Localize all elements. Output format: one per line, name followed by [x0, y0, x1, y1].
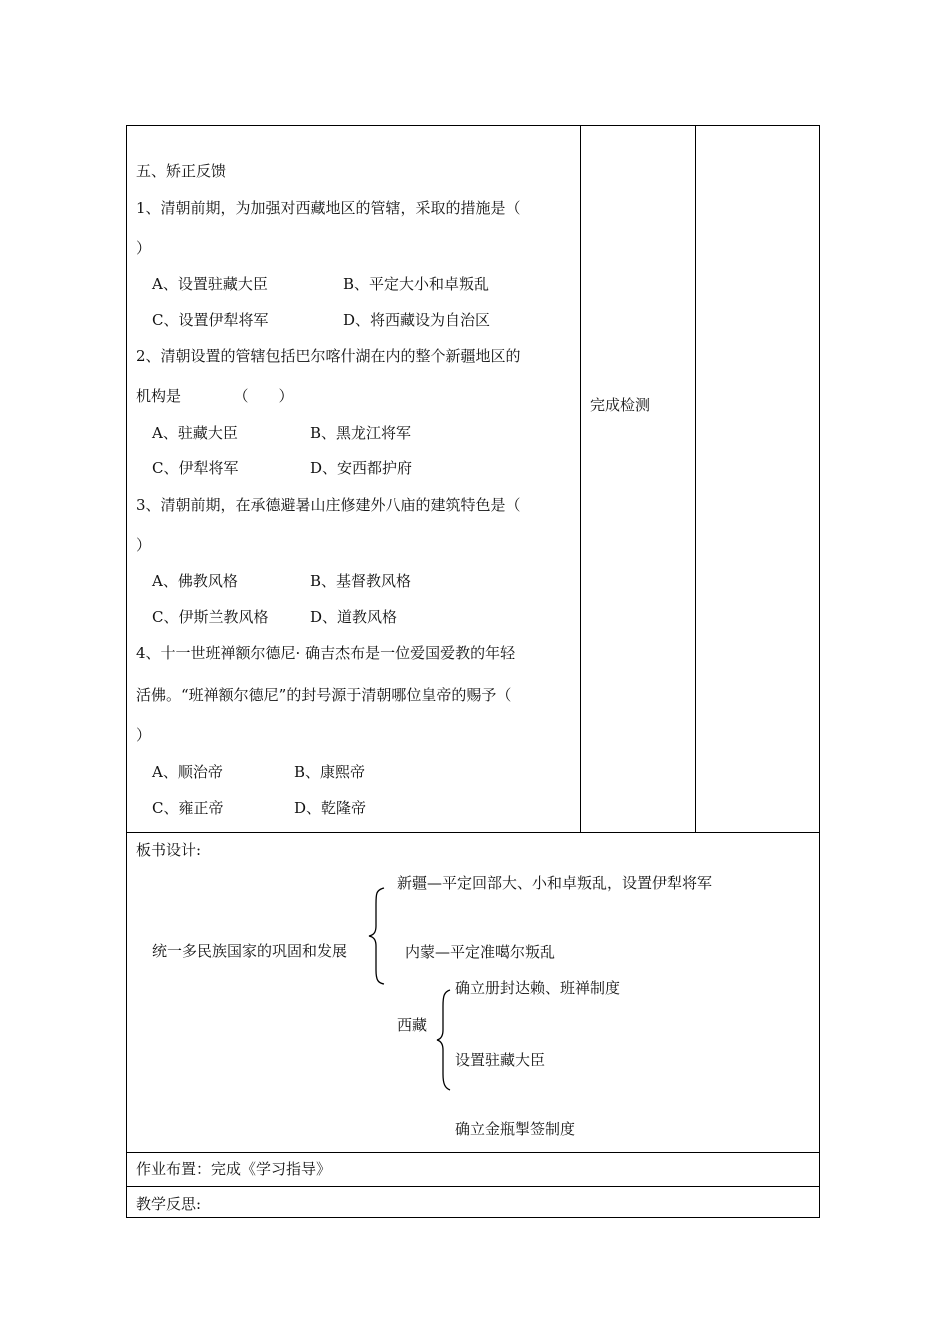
question-4-stem-cont: 活佛。“班禅额尔德尼”的封号源于清朝哪位皇帝的赐予（	[136, 686, 512, 704]
question-4-option-b: B、康熙帝	[294, 763, 366, 781]
question-4-stem-cont-2: ）	[136, 726, 152, 744]
board-xizang-item-1: 确立册封达赖、班禅制度	[455, 979, 621, 997]
column-divider-1	[580, 125, 581, 833]
table-border-top	[126, 125, 820, 126]
question-1-option-a: A、设置驻藏大臣	[152, 275, 268, 293]
board-label: 板书设计:	[136, 841, 202, 859]
question-4-stem: 4、十一世班禅额尔德尼· 确吉杰布是一位爱国爱教的年轻	[136, 644, 516, 662]
table-border-right	[819, 125, 820, 1218]
board-xinjiang: 新疆—平定回部大、小和卓叛乱，设置伊犁将军	[397, 874, 713, 892]
question-1-stem-cont: ）	[136, 239, 152, 257]
middle-cell-text: 完成检测	[590, 396, 651, 414]
question-3-option-d: D、道教风格	[310, 608, 398, 626]
question-2-option-d: D、安西都护府	[310, 459, 413, 477]
homework: 作业布置：完成《学习指导》	[136, 1160, 332, 1178]
section-title: 五、矫正反馈	[136, 162, 227, 180]
board-xizang-item-2: 设置驻藏大臣	[455, 1051, 546, 1069]
board-main-topic: 统一多民族国家的巩固和发展	[152, 942, 348, 960]
main-brace	[366, 886, 388, 986]
question-3-stem-cont: ）	[136, 536, 152, 554]
question-2-option-c: C、伊犁将军	[152, 459, 239, 477]
reflection: 教学反思:	[136, 1195, 202, 1213]
board-xizang-item-3: 确立金瓶掣签制度	[455, 1120, 576, 1138]
question-2-stem-cont: 机构是 （ ）	[136, 387, 294, 405]
table-border-bottom	[126, 1217, 820, 1218]
question-1-option-d: D、将西藏设为自治区	[343, 311, 491, 329]
question-3-stem: 3、清朝前期，在承德避暑山庄修建外八庙的建筑特色是（	[136, 496, 521, 514]
table-divider-2	[126, 1152, 820, 1153]
question-1-option-c: C、设置伊犁将军	[152, 311, 269, 329]
question-1-stem: 1、清朝前期，为加强对西藏地区的管辖，采取的措施是（	[136, 199, 521, 217]
xizang-brace	[435, 988, 455, 1092]
question-3-option-c: C、伊斯兰教风格	[152, 608, 269, 626]
board-xizang: 西藏	[397, 1016, 428, 1034]
table-divider-1	[126, 832, 820, 833]
table-border-left	[126, 125, 127, 1218]
question-1-option-b: B、平定大小和卓叛乱	[343, 275, 490, 293]
question-4-option-a: A、顺治帝	[152, 763, 223, 781]
board-neimeng: 内蒙—平定准噶尔叛乱	[405, 943, 556, 961]
table-divider-3	[126, 1186, 820, 1187]
question-3-option-a: A、佛教风格	[152, 572, 238, 590]
column-divider-2	[695, 125, 696, 833]
question-2-option-b: B、黑龙江将军	[310, 424, 412, 442]
question-3-option-b: B、基督教风格	[310, 572, 412, 590]
question-2-stem: 2、清朝设置的管辖包括巴尔喀什湖在内的整个新疆地区的	[136, 347, 521, 365]
question-4-option-d: D、乾隆帝	[294, 799, 367, 817]
question-2-option-a: A、驻藏大臣	[152, 424, 238, 442]
question-4-option-c: C、雍正帝	[152, 799, 224, 817]
